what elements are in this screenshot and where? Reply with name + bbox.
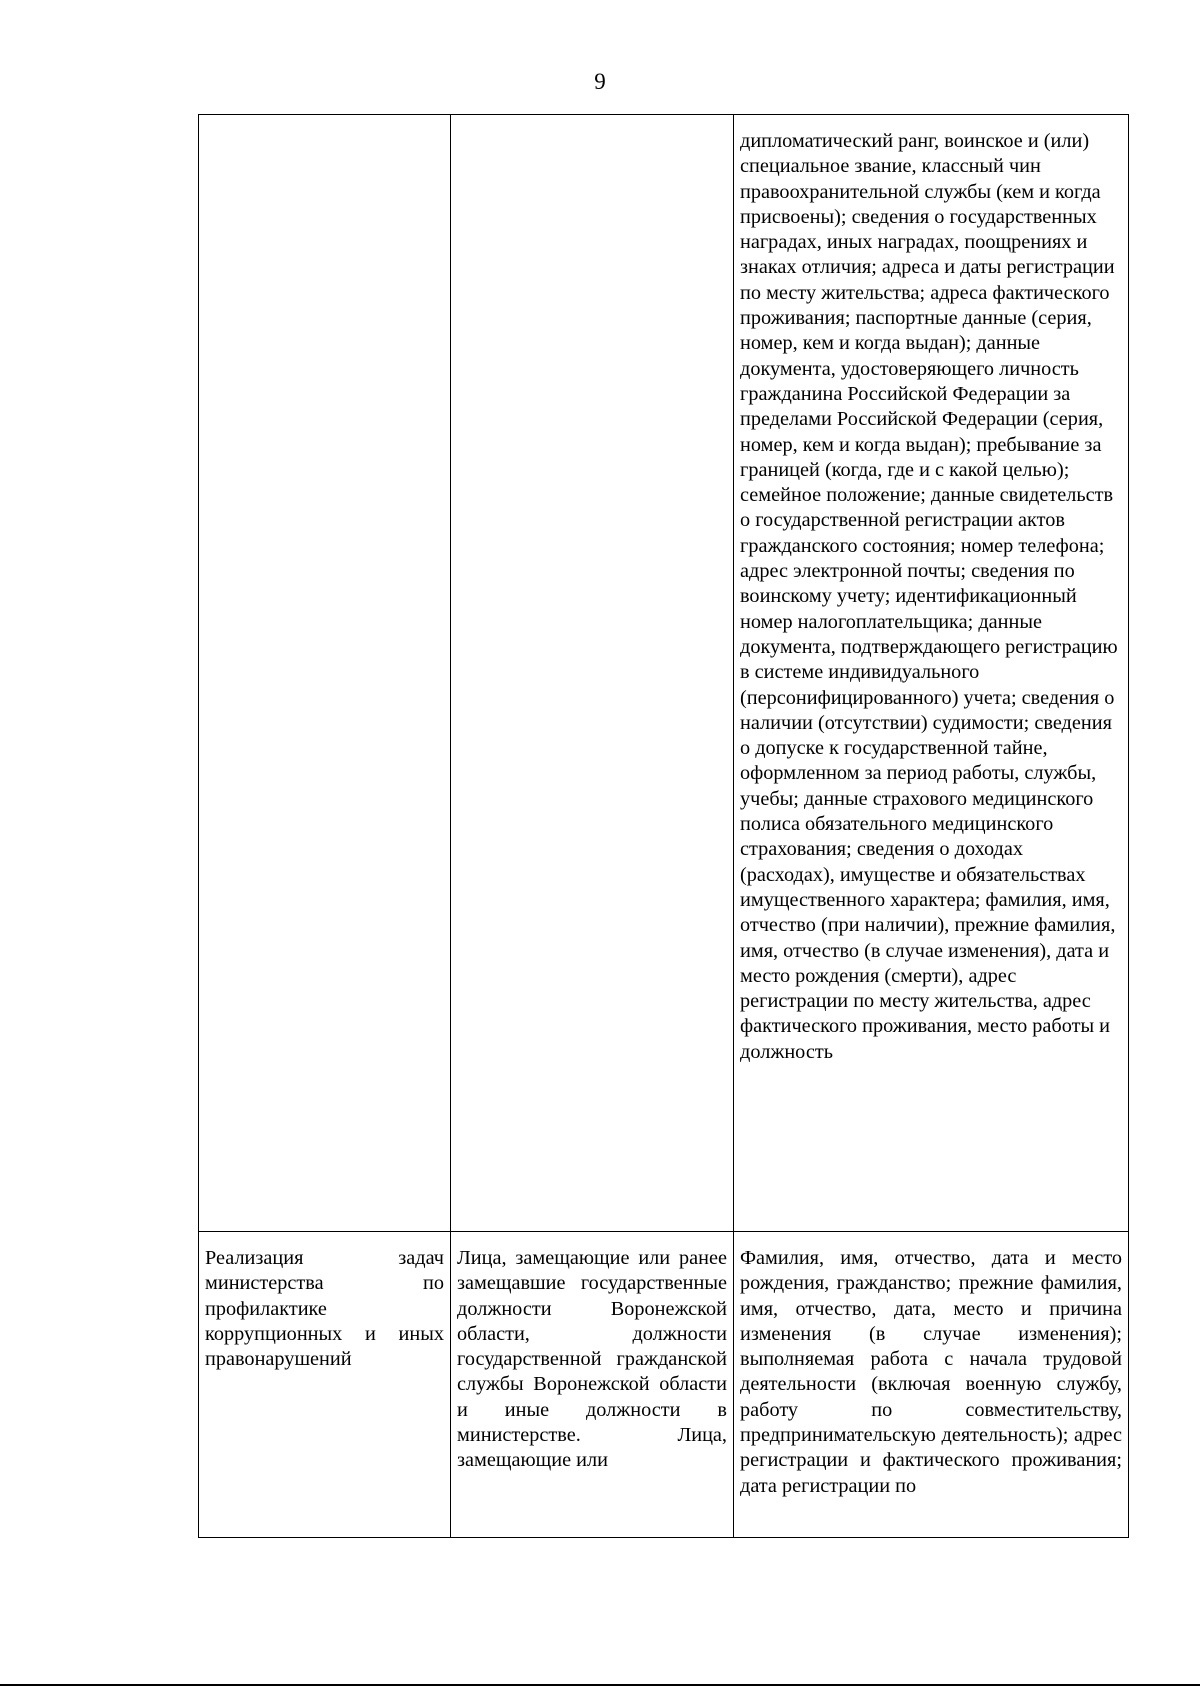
scan-edge-line bbox=[0, 1684, 1200, 1686]
page-number: 9 bbox=[594, 69, 606, 94]
personal-data-cell: дипломатический ранг, воинское и (или) специальное звание, классный чин правоохранительной службы (кем и когда присвоены); сведения о государственных наградах, иных наградах, поощрениях и знаках отличия; адреса и даты регистрации по месту жительства; адреса фактического проживания; паспортные данные (серия, номер, кем и когда выдан); данные документа, удостоверяющего личность гражданина Российской Федерации за пределами Российской Федерации (серия, номер, кем и когда выдан); пребывание за границей (когда, где и с какой целью); семейное положение; данные свидетельств о государственной регистрации актов гражданского состояния; номер телефона; адрес электронной почты; сведения по воинскому учету; идентификационный номер налогоплательщика; данные документа, подтверждающего регистрацию в системе индивидуального (персонифицированного) учета; сведения о наличии (отсутствии) судимости; сведения о допуске к государственной тайне, оформленном за период работы, службы, учебы; данные страхового медицинского полиса обязательного медицинского страхования; сведения о доходах (расходах), имуществе и обязательствах имущественного характера; фамилия, имя, отчество (при наличии), прежние фамилия, имя, отчество (в случае изменения), дата и место рождения (смерти), адрес регистрации по месту жительства, адрес фактического проживания, место работы и должность bbox=[734, 115, 1129, 1232]
data-processing-table bbox=[198, 114, 1129, 1538]
table-row bbox=[199, 1232, 1129, 1538]
purpose-cell: Реализация задач министерства по профилактике коррупционных и иных правонарушений bbox=[199, 1232, 451, 1538]
purpose-cell bbox=[199, 115, 451, 1232]
subjects-cell: Лица, замещающие или ранее замещавшие государственные должности Воронежской области, должности государственной гражданской службы Воронежской области и иные должности в министерстве. Лица, замещающие или bbox=[451, 1232, 734, 1538]
table-row bbox=[199, 115, 1129, 1232]
personal-data-cell: Фамилия, имя, отчество, дата и место рождения, гражданство; прежние фамилия, имя, отчество, дата, место и причина изменения (в случае изменения); выполняемая работа с начала трудовой деятельности (включая военную службу, работу по совместительству, предпринимательскую деятельность); адрес регистрации и фактического проживания; дата регистрации по bbox=[734, 1232, 1129, 1538]
subjects-cell bbox=[451, 115, 734, 1232]
